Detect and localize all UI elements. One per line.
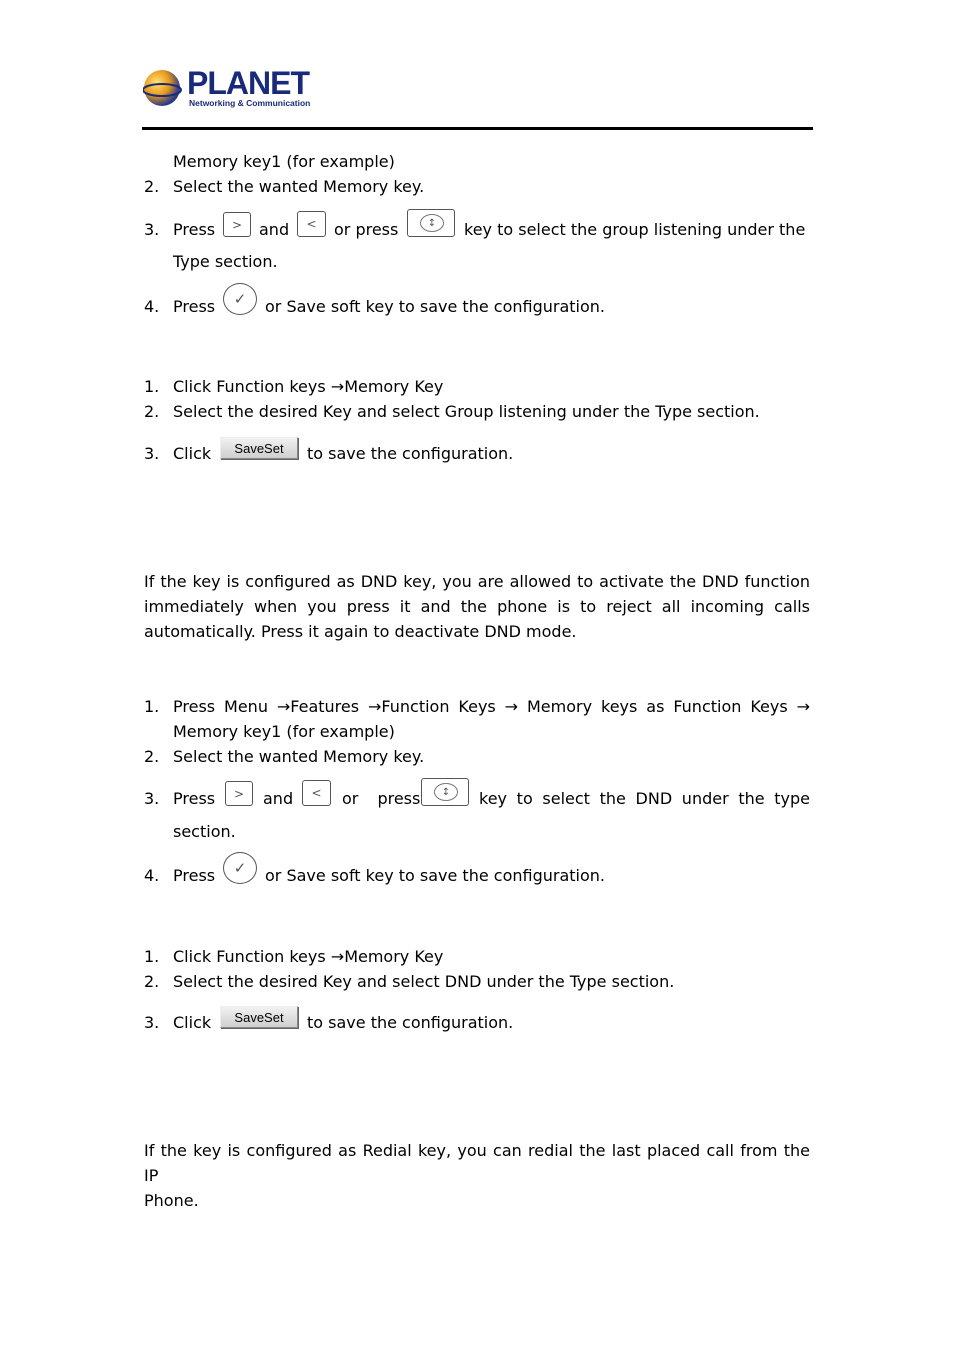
logo-tagline: Networking & Communication [189,98,311,108]
list-item: Memory key1 (for example) [173,152,395,171]
nav-key-icon: ↕ [421,778,469,806]
planet-logo [143,65,311,110]
list-item: 2. Select the desired Key and select Group listening under the Type section. [144,402,760,421]
nav-key-icon: ↕ [407,209,455,237]
list-item: 2. Select the wanted Memory key. [144,747,425,766]
dnd-paragraph: If the key is configured as DND key, you are allowed to activate the DND function immediately when you press it and the phone is to reject all incoming calls automatically. Press it again to deactivate DND mode. [144,572,810,641]
list-item: 2. Select the desired Key and select DND under the Type section. [144,972,675,991]
list-item: 2. Select the wanted Memory key. [144,177,425,196]
left-arrow-key-icon: < [302,780,331,806]
ok-key-icon: ✓ [223,283,257,315]
list-item: 1. Click Function keys →Memory Key [144,377,444,396]
saveset-button[interactable]: SaveSet [220,1006,298,1028]
list-item: 1. Click Function keys →Memory Key [144,947,444,966]
globe-icon [143,68,183,108]
ok-key-icon: ✓ [223,852,257,884]
left-arrow-key-icon: < [297,211,326,237]
redial-paragraph: If the key is configured as Redial key, you can redial the last placed call from the IP Phone. [144,1141,810,1210]
right-arrow-key-icon: > [223,212,251,237]
saveset-button[interactable]: SaveSet [220,437,298,459]
right-arrow-key-icon: > [225,781,253,806]
header-rule [142,127,813,130]
logo-wordmark: PLANET [187,65,309,101]
